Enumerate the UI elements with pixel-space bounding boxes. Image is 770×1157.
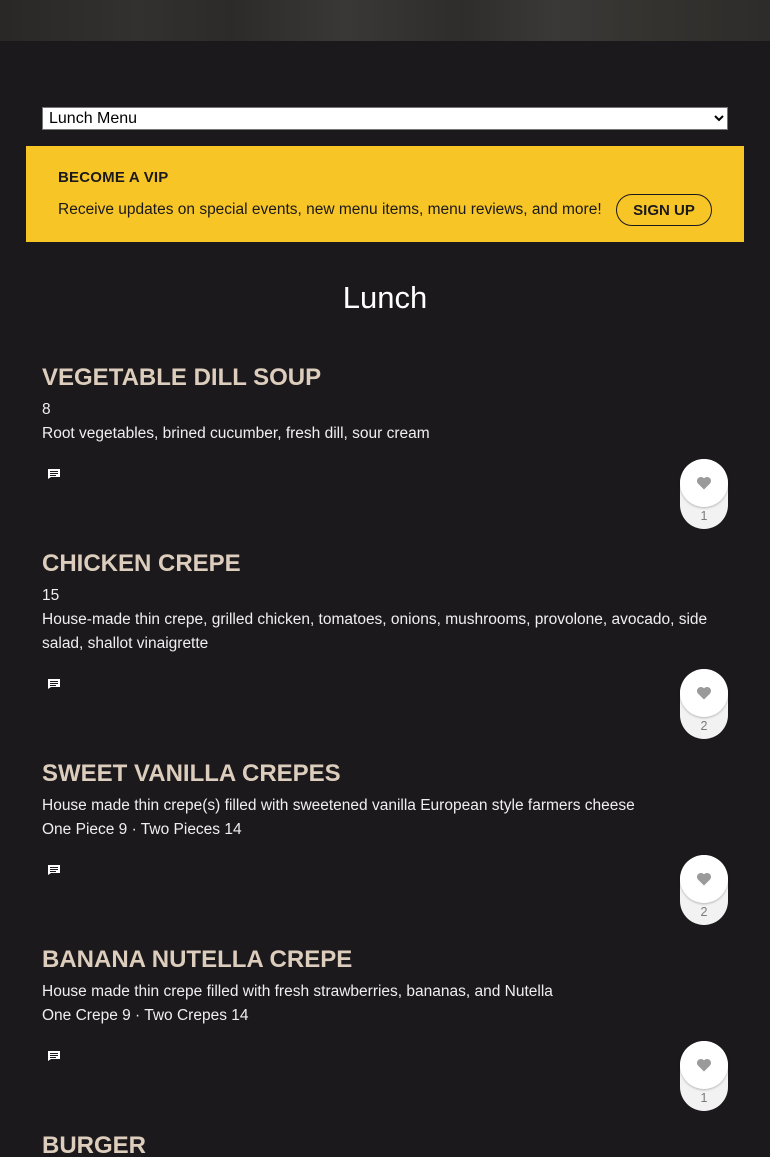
vip-title: BECOME A VIP: [58, 169, 169, 186]
heart-icon: [696, 871, 712, 887]
heart-icon: [696, 475, 712, 491]
item-price: One Crepe 9 · Two Crepes 14: [42, 1007, 249, 1024]
menu-select[interactable]: [42, 107, 728, 130]
like-button[interactable]: [680, 669, 728, 739]
like-count: 2: [700, 719, 708, 733]
item-description: House made thin crepe(s) filled with sweetened vanilla European style farmers cheese: [42, 797, 635, 814]
like-circle[interactable]: [680, 1041, 728, 1089]
item-description: Root vegetables, brined cucumber, fresh dill, sour cream: [42, 425, 430, 442]
like-count: 2: [700, 905, 708, 919]
heart-icon: [696, 1057, 712, 1073]
menu-item: [42, 364, 728, 534]
comment-icon[interactable]: [48, 679, 60, 689]
like-count: 1: [700, 1091, 708, 1105]
item-name: CHICKEN CREPE: [42, 550, 241, 577]
sign-up-button[interactable]: SIGN UP: [616, 194, 712, 226]
hero-image-strip: [0, 0, 770, 41]
heart-icon: [696, 685, 712, 701]
comment-icon[interactable]: [48, 1051, 60, 1061]
like-button[interactable]: [680, 1041, 728, 1111]
section-title: Lunch: [342, 280, 428, 315]
menu-item: [42, 946, 728, 1116]
item-description: House made thin crepe filled with fresh strawberries, bananas, and Nutella: [42, 983, 553, 1000]
item-price: 15: [42, 587, 60, 604]
vip-description: Receive updates on special events, new menu items, menu reviews, and more!: [58, 201, 602, 218]
like-circle[interactable]: [680, 855, 728, 903]
menu-item: [42, 1132, 728, 1157]
comment-icon[interactable]: [48, 469, 60, 479]
item-name: BANANA NUTELLA CREPE: [42, 946, 353, 973]
item-name: SWEET VANILLA CREPES: [42, 760, 341, 787]
menu-item: [42, 550, 728, 740]
vip-banner: [26, 146, 744, 242]
item-name: BURGER: [42, 1132, 147, 1157]
like-circle[interactable]: [680, 669, 728, 717]
item-description: House-made thin crepe, grilled chicken, tomatoes, onions, mushrooms, provolone, avocado, side salad, shallot vinaigrette: [42, 611, 708, 652]
like-button[interactable]: [680, 855, 728, 925]
menu-item: [42, 760, 728, 930]
item-price: 8: [42, 401, 51, 418]
like-circle[interactable]: [680, 459, 728, 507]
item-price: One Piece 9 · Two Pieces 14: [42, 821, 242, 838]
comment-icon[interactable]: [48, 865, 60, 875]
like-count: 1: [700, 509, 708, 523]
item-name: VEGETABLE DILL SOUP: [42, 364, 322, 391]
like-button[interactable]: [680, 459, 728, 529]
